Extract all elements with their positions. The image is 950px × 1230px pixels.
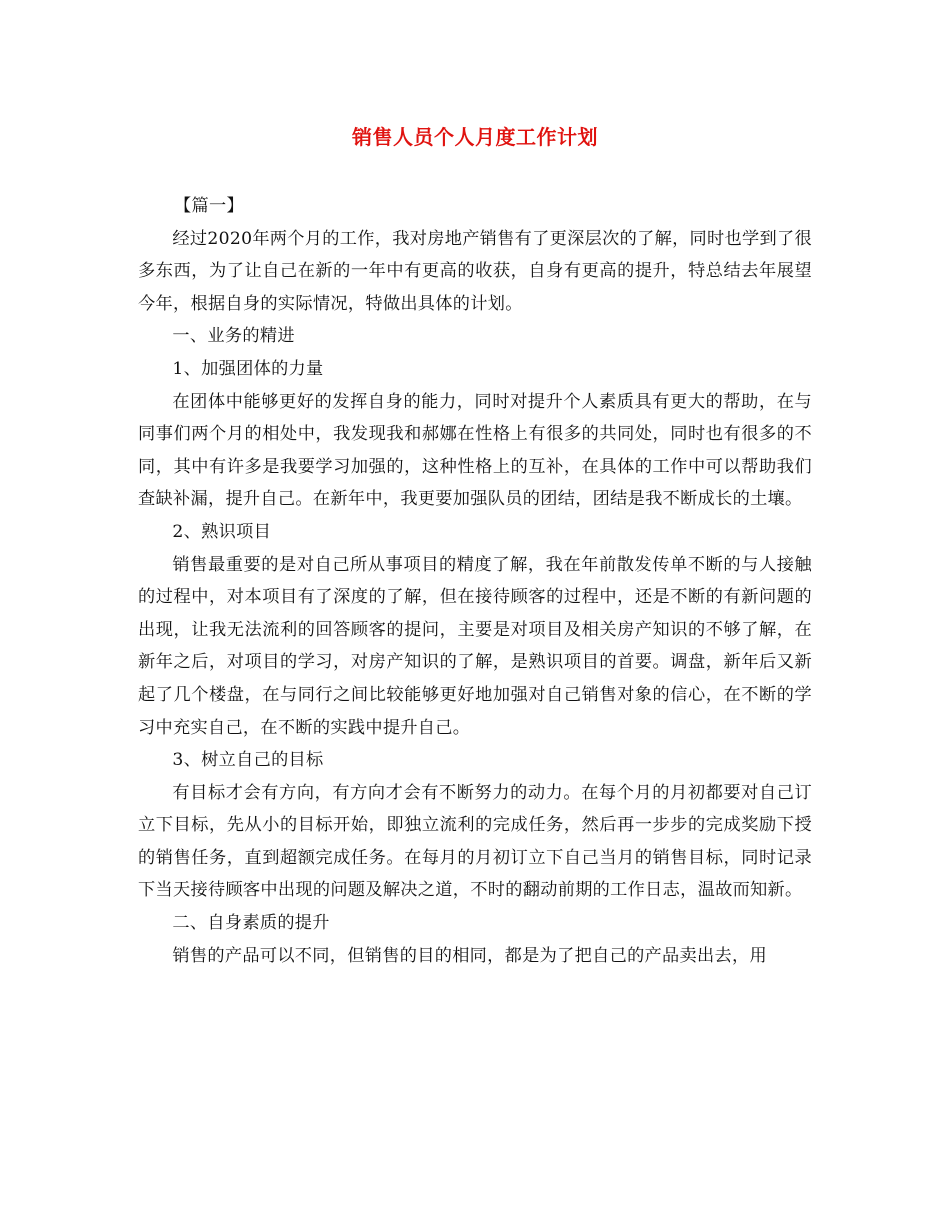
heading-self-improvement: 二、自身素质的提升 xyxy=(172,913,330,934)
heading-team: 1、加强团体的力量 xyxy=(172,358,324,379)
paragraph-intro: 经过2020年两个月的工作，我对房地产销售有了更深层次的了解，同时也学到了很多东西，为了让自己在新的一年中有更高的收获，自身有更高的提升，特总结去年展望今年，根据自身的实际情况，特做出具体的计划。 xyxy=(138,228,812,314)
document-title: 销售人员个人月度工作计划 xyxy=(352,125,598,149)
heading-project: 2、熟识项目 xyxy=(172,521,272,542)
paragraph-self-improvement: 销售的产品可以不同，但销售的目的相同，都是为了把自己的产品卖出去，用 xyxy=(172,945,767,966)
section-heading: 【篇一】 xyxy=(174,196,244,216)
heading-business: 一、业务的精进 xyxy=(172,326,295,347)
document-body xyxy=(138,190,812,972)
paragraph-project: 销售最重要的是对自己所从事项目的精度了解，我在年前散发传单不断的与人接触的过程中，对本项目有了深度的了解，但在接待顾客的过程中，还是不断的有新问题的出现，让我无法流利的回答顾客的提问，主要是对项目及相关房产知识的不够了解，在新年之后，对项目的学习，对房产知识的了解，是熟识项目的首要。调盘，新年后又新起了几个楼盘，在与同行之间比较能够更好地加强对自己销售对象的信心，在不断的学习中充实自己，在不断的实践中提升自己。 xyxy=(138,554,812,738)
paragraph-goals: 有目标才会有方向，有方向才会有不断努力的动力。在每个月的月初都要对自己订立下目标，先从小的目标开始，即独立流利的完成任务，然后再一步步的完成奖励下授的销售任务，直到超额完成任务。在每月的月初订立下自己当月的销售目标，同时记录下当天接待顾客中出现的问题及解决之道，不时的翻动前期的工作日志，温故而知新。 xyxy=(138,782,812,901)
paragraph-team: 在团体中能够更好的发挥自身的能力，同时对提升个人素质具有更大的帮助，在与同事们两个月的相处中，我发现我和郝娜在性格上有很多的共同处，同时也有很多的不同，其中有许多是我要学习加强的，这种性格上的互补，在具体的工作中可以帮助我们查缺补漏，提升自己。在新年中，我更要加强队员的团结，团结是我不断成长的土壤。 xyxy=(138,391,812,510)
heading-goals: 3、树立自己的目标 xyxy=(172,750,324,771)
